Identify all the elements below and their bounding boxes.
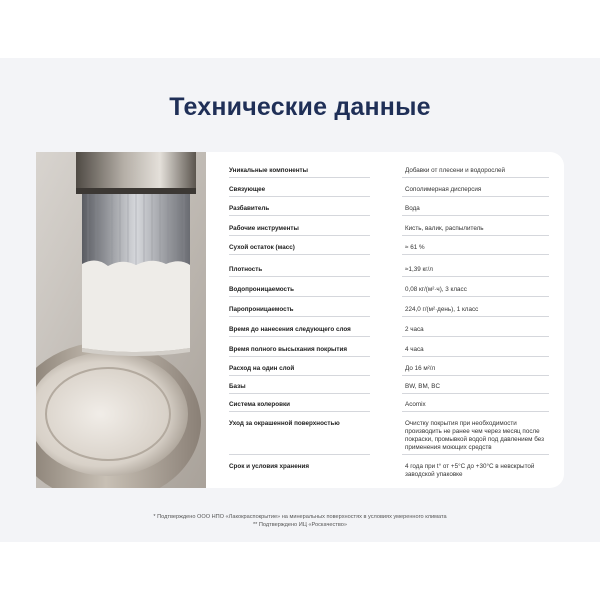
page-title: Технические данные <box>169 93 431 121</box>
spec-value: 2 часа <box>405 326 424 333</box>
divider <box>402 454 549 455</box>
divider <box>402 336 549 337</box>
spec-key: Паропроницаемость <box>229 306 294 313</box>
divider <box>229 296 370 297</box>
divider <box>402 356 549 357</box>
divider <box>229 411 370 412</box>
divider <box>402 411 549 412</box>
divider <box>402 215 549 216</box>
spec-value: BW, BM, BC <box>405 383 440 390</box>
footnote: ** Подтверждено ИЦ «Роскачество» <box>252 522 348 528</box>
spec-value: Acomix <box>405 401 426 408</box>
spec-key: Плотность <box>229 266 263 273</box>
divider <box>229 235 370 236</box>
divider <box>229 215 370 216</box>
spec-key: Базы <box>229 383 246 390</box>
divider <box>229 316 370 317</box>
spec-key: Уход за окрашенной поверхностью <box>229 420 340 427</box>
divider <box>402 316 549 317</box>
spec-key: Разбавитель <box>229 205 270 212</box>
spec-value: Вода <box>405 205 420 212</box>
spec-key: Уникальные компоненты <box>229 167 309 174</box>
spec-value: До 16 м²/л <box>405 365 436 372</box>
spec-value: 0,08 кг/(м²·ч), 3 класс <box>405 286 467 293</box>
divider <box>402 235 549 236</box>
divider <box>402 276 549 277</box>
paint-brush-over-can-image <box>36 152 206 488</box>
spec-value: 4 часа <box>405 346 424 353</box>
divider <box>402 296 549 297</box>
spec-key: Рабочие инструменты <box>229 225 299 232</box>
spec-key: Связующее <box>229 186 266 193</box>
spec-value: 4 года при t° от +5°C до +30°C в невскрытой заводской упаковке <box>405 463 535 478</box>
divider <box>402 393 549 394</box>
spec-key: Сухой остаток (масс) <box>229 244 295 251</box>
spec-key: Расход на один слой <box>229 365 295 372</box>
spec-key: Срок и условия хранения <box>229 463 310 470</box>
divider <box>402 375 549 376</box>
divider <box>229 254 370 255</box>
spec-value: 224,0 г/(м²·день), 1 класс <box>405 306 479 313</box>
spec-value: ≈ 61 % <box>405 244 425 251</box>
spec-value: Кисть, валик, распылитель <box>405 225 484 232</box>
divider <box>229 336 370 337</box>
spec-key: Система колеровки <box>229 401 291 408</box>
spec-value: Сополимерная дисперсия <box>405 186 482 193</box>
divider <box>402 177 549 178</box>
divider <box>229 393 370 394</box>
spec-value: ≈1,39 кг/л <box>405 266 433 273</box>
divider <box>229 196 370 197</box>
spec-key: Время полного высыхания покрытия <box>229 346 348 353</box>
spec-card <box>206 152 564 488</box>
footnote: * Подтверждено ООО НПО «Лакокраспокрытие» на минеральных поверхностях в условиях умеренного климата <box>153 514 447 520</box>
divider <box>402 254 549 255</box>
divider <box>229 454 370 455</box>
paint-brush-photo <box>36 152 206 488</box>
divider <box>402 196 549 197</box>
spec-key: Время до нанесения следующего слоя <box>229 326 351 333</box>
divider <box>229 177 370 178</box>
spec-value: Очистку покрытия при необходимости производить не ранее чем через месяц после покраски, промывкой водой под давлением без применения моющих средств <box>405 420 544 451</box>
spec-key: Водопроницаемость <box>229 286 294 293</box>
divider <box>229 356 370 357</box>
divider <box>229 276 370 277</box>
spec-value: Добавки от плесени и водорослей <box>405 167 506 174</box>
divider <box>229 375 370 376</box>
